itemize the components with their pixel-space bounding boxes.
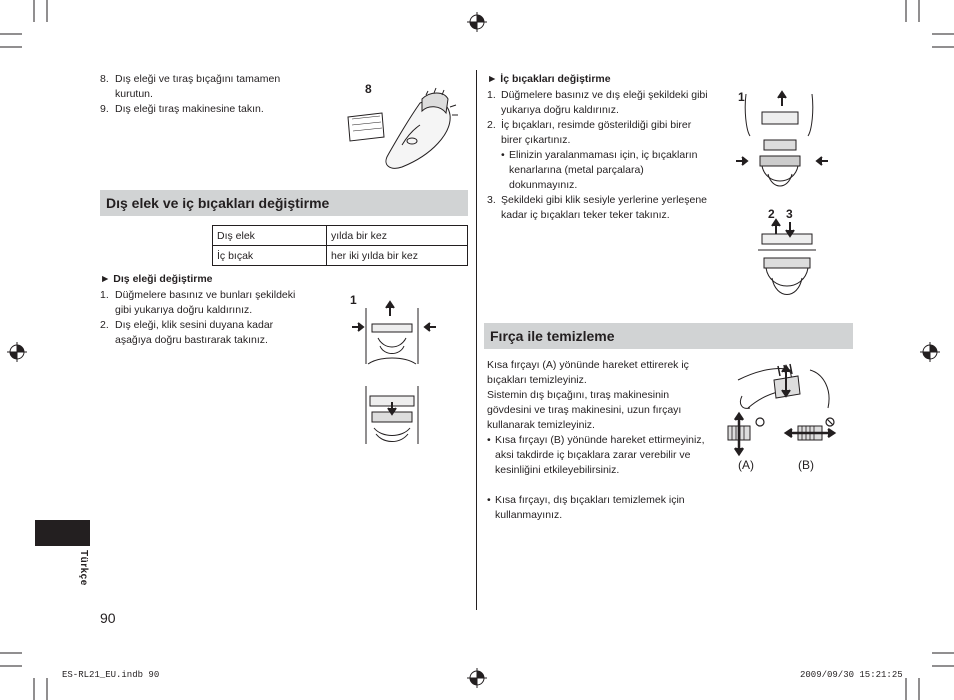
table-cell: yılda bir kez [327,226,468,246]
inner-blade-note: • Elinizin yaralanmaması için, iç bıçakların kenarlarına (metal parçalara) dokunmayınız. [501,149,698,191]
remove-outer-foil-illustration [732,90,832,200]
outer-foil-step-1: 1. Düğmelere basınız ve bunları şekildeki gibi yukarıya doğru kaldırınız. [100,289,296,316]
footer-file: ES-RL21_EU.indb 90 [62,670,160,680]
registration-mark-top [467,12,487,32]
table-row [213,226,468,246]
registration-mark-left [7,342,27,362]
inner-blade-step-2: 2. İç bıçakları, resimde gösterildiği gibi birer birer çıkartınız. [487,119,692,146]
table-cell: her iki yılda bir kez [327,246,468,266]
figure-label-3: 3 [786,207,793,221]
brush-paragraph-2: Sistemin dış bıçağını, tıraş makinesinin gövdesini ve tıraş makinesini, uzun fırçayı kullanarak temizleyiniz. [487,389,682,431]
brush-bullet-2: • Kısa fırçayı, dış bıçakları temizlemek için kullanmayınız. [487,494,685,521]
brush-paragraph-1: Kısa fırçayı (A) yönünde hareket ettirerek iç bıçakları temizleyiniz. [487,359,689,386]
remove-foil-illustration [350,298,440,368]
label-a: (A) [738,458,754,472]
figure-label-8: 8 [365,82,372,96]
subsection-title-inner-blades: ► İç bıçakları değiştirme [487,73,611,85]
figure-label-1-left: 1 [350,293,357,307]
brush-bullet-1: • Kısa fırçayı (B) yönünde hareket ettirmeyiniz, aksi takdirde iç bıçaklara zarar verebilir ve kesinliğini etkileyebilirsiniz. [487,434,705,476]
replacement-frequency-table [212,225,468,266]
section-title-brush-cleaning: Fırça ile temizleme [484,323,853,349]
figure-label-2: 2 [768,207,775,221]
footer-timestamp: 2009/09/30 15:21:25 [800,670,903,680]
attach-foil-illustration [362,382,422,447]
table-cell: Dış elek [213,226,327,246]
subsection-title-outer-foil: ► Dış eleği değiştirme [100,273,213,285]
table-row [213,246,468,266]
registration-mark-right [920,342,940,362]
step-9: 9. Dış eleği tıraş makinesine takın. [100,103,264,115]
inner-blade-step-1: 1. Düğmelere basınız ve dış eleği şekildeki gibi yukarıya doğru kaldırınız. [487,89,708,116]
page-number: 90 [100,610,116,626]
step-8: 8. Dış eleği ve tıraş bıçağını tamamen kurutun. [100,73,281,100]
brush-cleaning-illustration [728,360,838,460]
column-divider [476,70,477,610]
label-b: (B) [798,458,814,472]
section-title-replace-blades: Dış elek ve iç bıçakları değiştirme [100,190,468,216]
table-cell: İç bıçak [213,246,327,266]
language-label: Türkçe [78,550,89,586]
replace-inner-blades-illustration [752,220,822,304]
figure-label-1-right: 1 [738,90,745,104]
registration-mark-bottom [467,668,487,688]
outer-foil-step-2: 2. Dış eleği, klik sesini duyana kadar aşağıya doğru bastırarak takınız. [100,319,274,346]
inner-blade-step-3: 3. Şekildeki gibi klik sesiyle yerlerine yerleşene kadar iç bıçakları teker teker takınız. [487,194,708,221]
shaver-attach-illustration [342,85,462,175]
language-tab [35,520,90,546]
